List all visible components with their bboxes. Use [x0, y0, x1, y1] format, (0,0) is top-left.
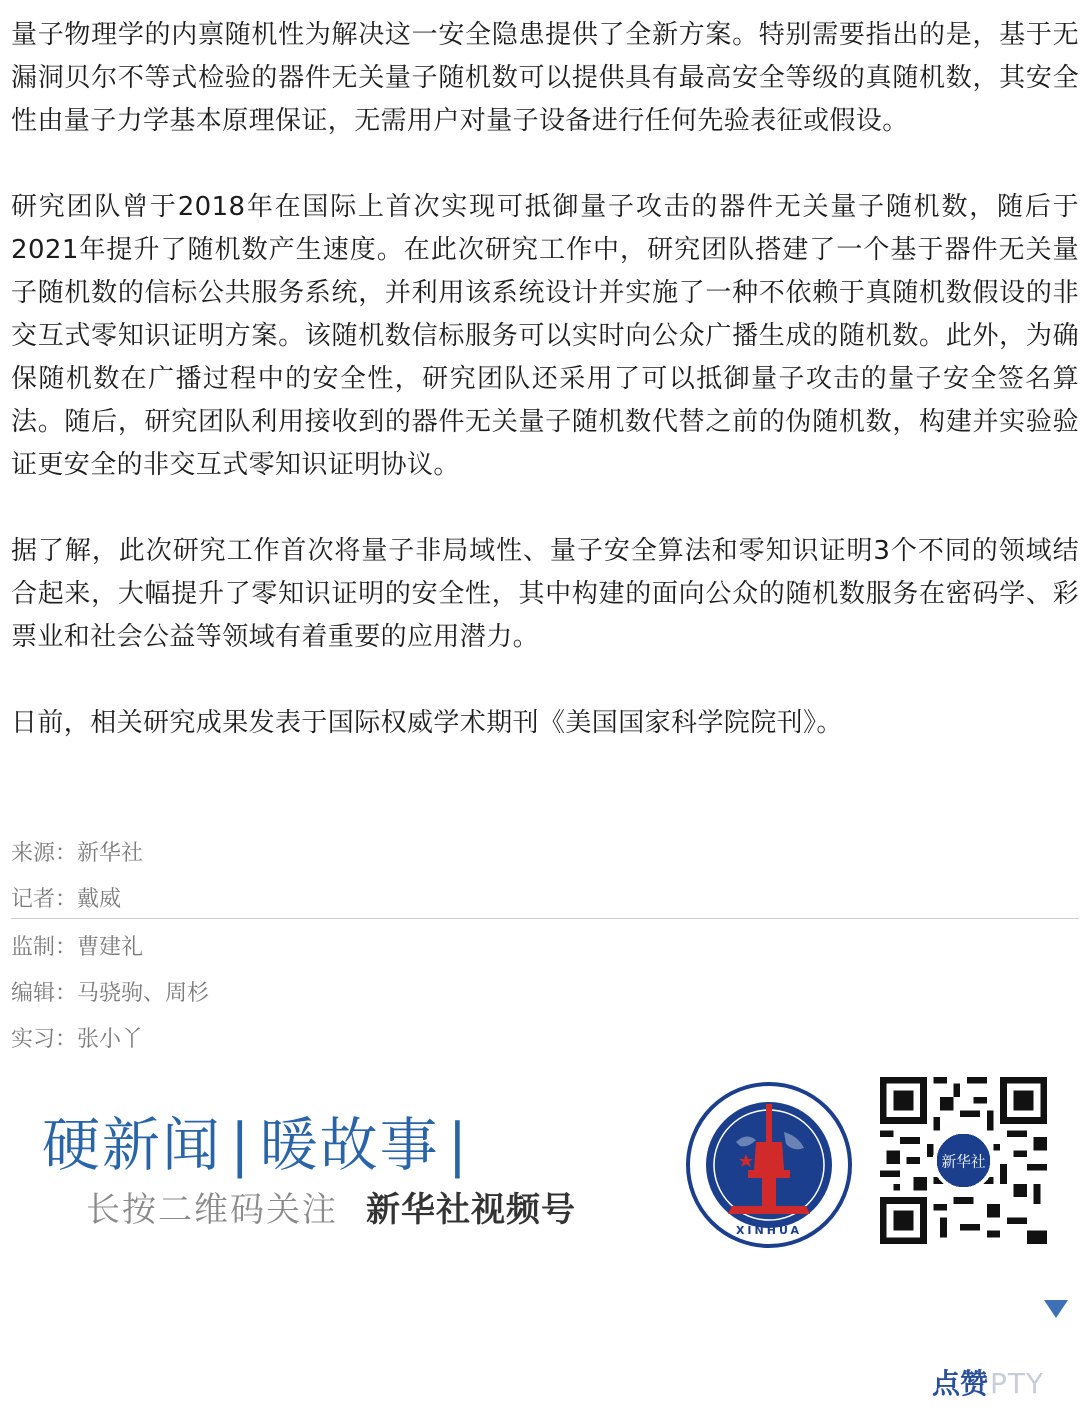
slogan-left: 硬新闻	[42, 1111, 223, 1179]
paragraph: 据了解，此次研究工作首次将量子非局域性、量子安全算法和零知识证明3个不同的领域结合起来，大幅提升了零知识证明的安全性，其中构建的面向公众的随机数服务在密码学、彩票业和社会公益等领域有着重要的应用潜力。	[11, 536, 1079, 652]
credit-value: 曹建礼	[77, 935, 144, 960]
banner-slogan	[42, 1098, 477, 1182]
credit-key: 来源：	[11, 841, 78, 866]
article-body	[11, 14, 1079, 745]
watermark	[932, 1362, 1044, 1402]
credit-value: 张小丫	[77, 1027, 144, 1052]
slogan-right: 暖故事	[259, 1111, 440, 1179]
paragraph: 量子物理学的内禀随机性为解决这一安全隐患提供了全新方案。特别需要指出的是，基于无漏洞贝尔不等式检验的器件无关量子随机数可以提供具有最高安全等级的真随机数，其安全性由量子力学基本原理保证，无需用户对量子设备进行任何先验表征或假设。	[11, 20, 1079, 136]
slogan-separator: |	[447, 1111, 470, 1179]
credit-editor	[11, 971, 1079, 1017]
credit-key: 实习：	[11, 1027, 78, 1052]
credit-value: 戴威	[77, 887, 122, 912]
divider	[11, 918, 1079, 919]
credit-producer	[11, 925, 1079, 971]
subtitle-instruction: 长按二维码关注	[86, 1190, 338, 1230]
qr-code[interactable]	[880, 1077, 1047, 1244]
credits-list	[11, 831, 1079, 1063]
paragraph: 日前，相关研究成果发表于国际权威学术期刊《美国国家科学院院刊》。	[11, 708, 843, 738]
credit-key: 记者：	[11, 887, 78, 912]
xinhua-emblem	[686, 1082, 852, 1248]
follow-banner	[0, 1062, 1080, 1262]
watermark-text: 点赞	[932, 1367, 989, 1400]
emblem-text: XINHUA	[735, 1224, 803, 1237]
credit-key: 监制：	[11, 935, 78, 960]
credit-value: 马骁驹、周杉	[77, 981, 210, 1006]
watermark-text: PTY	[990, 1367, 1045, 1400]
paragraph: 研究团队曾于2018年在国际上首次实现可抵御量子攻击的器件无关量子随机数，随后于2021年提升了随机数产生速度。在此次研究工作中，研究团队搭建了一个基于器件无关量子随机数的信标公共服务系统，并利用该系统设计并实施了一种不依赖于真随机数假设的非交互式零知识证明方案。该随机数信标服务可以实时向公众广播生成的随机数。此外，为确保随机数在广播过程中的安全性，研究团队还采用了可以抵御量子攻击的量子安全签名算法。随后，研究团队利用接收到的器件无关量子随机数代替之前的伪随机数，构建并实验验证更安全的非交互式零知识证明协议。	[11, 192, 1079, 480]
credit-reporter	[11, 877, 1079, 923]
subtitle-account: 新华社视频号	[366, 1190, 576, 1230]
credit-intern	[11, 1017, 1079, 1063]
banner-subtitle	[86, 1182, 576, 1231]
credit-value: 新华社	[77, 841, 144, 866]
slogan-separator: |	[230, 1111, 252, 1179]
qr-center-label: 新华社	[941, 1153, 986, 1171]
credit-key: 编辑：	[11, 981, 78, 1006]
triangle-down-icon[interactable]	[1042, 1298, 1070, 1320]
credit-source	[11, 831, 1079, 877]
